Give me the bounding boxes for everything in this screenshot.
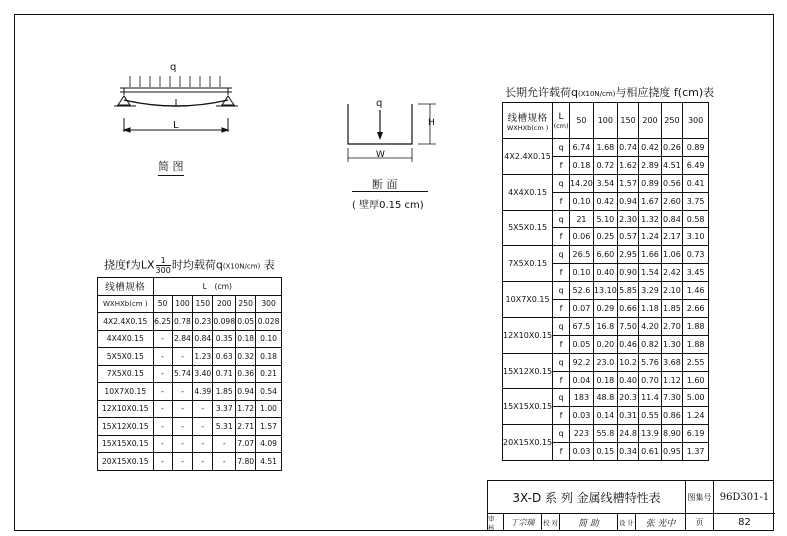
right-row-value: 21 [569, 210, 593, 228]
right-row-value: 11.4 [639, 389, 661, 407]
right-row-value: 55.8 [593, 425, 617, 443]
right-l-header-cell [553, 103, 570, 139]
left-row-spec: 4X4X0.15 [98, 330, 154, 348]
right-row-value: 0.82 [639, 335, 661, 353]
right-row-value: 0.74 [617, 139, 639, 157]
right-row-spec: 15X15X0.15 [503, 389, 553, 425]
right-spec-header-cell [503, 103, 553, 139]
right-row-value: 0.56 [661, 174, 683, 192]
simple-length-label: L [173, 120, 179, 131]
right-row-kind: q [553, 317, 570, 335]
right-row-value: 1.57 [617, 174, 639, 192]
left-row-spec: 15X15X0.15 [98, 435, 154, 453]
right-row-value: 2.66 [683, 300, 709, 318]
right-table-title [505, 84, 714, 100]
left-row-value: 1.72 [236, 400, 256, 418]
right-row-value: 0.03 [569, 407, 593, 425]
left-row-value: 0.21 [256, 365, 282, 383]
left-row-value: - [153, 453, 172, 471]
right-row-value: 1.54 [639, 264, 661, 282]
right-row-value: 1.18 [639, 300, 661, 318]
right-row-spec: 12X10X0.15 [503, 317, 553, 353]
right-row-value: 0.70 [639, 371, 661, 389]
right-row-spec: 4X4X0.15 [503, 174, 553, 210]
right-row-value: 5.76 [639, 353, 661, 371]
right-row-kind: f [553, 228, 570, 246]
left-row-value: - [153, 330, 172, 348]
left-table-row [98, 418, 282, 436]
right-row-value: 1.88 [683, 335, 709, 353]
left-row-value: 1.00 [256, 400, 282, 418]
left-row-value: - [172, 418, 193, 436]
left-length-row [98, 295, 282, 313]
left-len-150: 150 [193, 295, 213, 313]
right-row-kind: q [553, 139, 570, 157]
left-row-value: - [172, 435, 193, 453]
right-row-value: 7.50 [617, 317, 639, 335]
right-row-value: 1.67 [639, 192, 661, 210]
left-row-value: - [193, 435, 213, 453]
right-row-value: 0.40 [593, 264, 617, 282]
left-row-value: - [153, 348, 172, 366]
section-diagram [340, 96, 450, 166]
left-row-spec: 4X2.4X0.15 [98, 313, 154, 331]
right-row-value: 3.10 [683, 228, 709, 246]
right-row-spec: 5X5X0.15 [503, 210, 553, 246]
right-row-value: 0.61 [639, 443, 661, 461]
left-table-body [98, 313, 282, 471]
right-row-value: 2.17 [661, 228, 683, 246]
left-row-value: 5.74 [172, 365, 193, 383]
left-row-value: 0.84 [193, 330, 213, 348]
left-table-row [98, 453, 282, 471]
left-row-value: - [172, 348, 193, 366]
left-row-value: - [153, 365, 172, 383]
atlas-label: 图集号 [686, 481, 714, 514]
left-len-50: 50 [153, 295, 172, 313]
right-row-value: 3.45 [683, 264, 709, 282]
right-row-kind: q [553, 174, 570, 192]
right-row-value: 3.29 [639, 282, 661, 300]
right-row-value: 6.60 [593, 246, 617, 264]
check-label: 校 对 [542, 514, 560, 531]
section-caption: 断 面 [372, 178, 398, 191]
review-signature: 丁宗瑞 [504, 514, 542, 531]
review-label: 审 核 [488, 514, 504, 531]
right-row-kind: q [553, 246, 570, 264]
right-spec-header: 线槽规格 [507, 112, 548, 124]
right-row-value: 1.12 [661, 371, 683, 389]
right-len-150: 150 [617, 103, 639, 139]
right-row-kind: f [553, 443, 570, 461]
design-label: 设 计 [618, 514, 636, 531]
left-row-value: 0.10 [256, 330, 282, 348]
right-row-spec: 7X5X0.15 [503, 246, 553, 282]
right-row-kind: f [553, 156, 570, 174]
left-table [97, 277, 282, 471]
section-load-label: q [376, 98, 383, 109]
right-row-value: 0.34 [617, 443, 639, 461]
left-row-value: 1.23 [193, 348, 213, 366]
right-row-value: 0.03 [569, 443, 593, 461]
right-table-row-q [503, 246, 709, 264]
right-row-kind: f [553, 407, 570, 425]
right-table-row-q [503, 139, 709, 157]
left-len-200: 200 [213, 295, 236, 313]
left-row-value: - [193, 418, 213, 436]
right-row-value: 0.18 [569, 156, 593, 174]
right-row-value: 0.20 [593, 335, 617, 353]
right-row-value: 2.89 [639, 156, 661, 174]
right-row-kind: q [553, 389, 570, 407]
right-row-value: 24.8 [617, 425, 639, 443]
right-row-spec: 4X2.4X0.15 [503, 139, 553, 175]
right-table-row-q [503, 210, 709, 228]
left-row-value: 7.80 [236, 453, 256, 471]
left-row-spec: 12X10X0.15 [98, 400, 154, 418]
simple-caption: 简 图 [158, 158, 184, 176]
left-row-value: 7.07 [236, 435, 256, 453]
design-signature: 张 光中 [636, 514, 686, 531]
right-table [502, 102, 709, 461]
left-row-value: 0.36 [236, 365, 256, 383]
right-row-value: 0.89 [683, 139, 709, 157]
left-row-spec: 10X7X0.15 [98, 383, 154, 401]
page-label: 页 [686, 514, 714, 531]
right-row-value: 0.89 [639, 174, 661, 192]
left-row-value: - [213, 435, 236, 453]
right-row-spec: 15X12X0.15 [503, 353, 553, 389]
left-table-row [98, 348, 282, 366]
section-note: ( 壁厚0.15 cm) [352, 200, 424, 211]
right-row-value: 0.46 [617, 335, 639, 353]
left-title-fraction-den: 300 [155, 266, 171, 275]
left-row-spec: 7X5X0.15 [98, 365, 154, 383]
left-row-value: 2.84 [172, 330, 193, 348]
right-row-value: 0.58 [683, 210, 709, 228]
right-table-row-q [503, 174, 709, 192]
left-row-value: 1.85 [213, 383, 236, 401]
right-l-header: L [558, 111, 564, 122]
right-row-value: 3.75 [683, 192, 709, 210]
right-row-value: 8.90 [661, 425, 683, 443]
right-len-100: 100 [593, 103, 617, 139]
right-row-value: 183 [569, 389, 593, 407]
title-block-title: 3X-D 系 列 金属线槽特性表 [488, 481, 686, 514]
left-row-value: 0.32 [236, 348, 256, 366]
right-row-kind: q [553, 210, 570, 228]
right-row-value: 0.86 [661, 407, 683, 425]
left-row-value: - [153, 435, 172, 453]
right-row-value: 2.95 [617, 246, 639, 264]
right-row-value: 0.06 [569, 228, 593, 246]
right-row-value: 7.30 [661, 389, 683, 407]
right-row-value: 52.6 [569, 282, 593, 300]
right-row-value: 48.8 [593, 389, 617, 407]
right-row-spec: 20X15X0.15 [503, 425, 553, 461]
right-row-kind: f [553, 192, 570, 210]
right-row-value: 0.26 [661, 139, 683, 157]
left-title-unit: (X10N/cm) [222, 262, 261, 271]
right-row-value: 0.55 [639, 407, 661, 425]
right-row-value: 13.10 [593, 282, 617, 300]
right-row-value: 5.10 [593, 210, 617, 228]
left-len-100: 100 [172, 295, 193, 313]
left-row-value: - [153, 400, 172, 418]
right-row-value: 4.51 [661, 156, 683, 174]
right-row-value: 2.70 [661, 317, 683, 335]
left-title-prefix: 挠度f为LX [104, 258, 155, 272]
left-row-value: - [153, 418, 172, 436]
right-row-kind: f [553, 371, 570, 389]
right-title-unit: (X10N/cm) [577, 90, 616, 98]
right-row-spec: 10X7X0.15 [503, 282, 553, 318]
right-row-value: 0.15 [593, 443, 617, 461]
left-row-value: - [172, 400, 193, 418]
right-row-value: 0.41 [683, 174, 709, 192]
right-row-value: 0.14 [593, 407, 617, 425]
right-row-value: 1.06 [661, 246, 683, 264]
right-row-value: 4.20 [639, 317, 661, 335]
left-table-row [98, 400, 282, 418]
right-title-suffix: 与相应挠度 f(cm)表 [615, 86, 715, 99]
left-row-value: 3.40 [193, 365, 213, 383]
right-len-300: 300 [683, 103, 709, 139]
right-row-value: 0.18 [593, 371, 617, 389]
check-signature: 简 助 [560, 514, 618, 531]
right-row-value: 0.90 [617, 264, 639, 282]
right-row-value: 0.05 [569, 335, 593, 353]
right-row-value: 1.24 [683, 407, 709, 425]
left-row-spec: 20X15X0.15 [98, 453, 154, 471]
right-row-value: 2.30 [617, 210, 639, 228]
right-row-value: 16.8 [593, 317, 617, 335]
right-row-value: 6.49 [683, 156, 709, 174]
left-row-value: - [172, 453, 193, 471]
right-len-200: 200 [639, 103, 661, 139]
right-row-value: 6.19 [683, 425, 709, 443]
left-spec-header: 线槽规格 [98, 278, 154, 296]
right-row-value: 0.66 [617, 300, 639, 318]
left-row-value: - [213, 453, 236, 471]
left-row-value: - [193, 453, 213, 471]
right-row-value: 14.20 [569, 174, 593, 192]
right-row-value: 0.04 [569, 371, 593, 389]
right-row-value: 1.37 [683, 443, 709, 461]
right-row-value: 0.25 [593, 228, 617, 246]
right-row-value: 0.42 [639, 139, 661, 157]
left-row-value: 0.63 [213, 348, 236, 366]
section-height-label: H [428, 118, 435, 128]
right-row-value: 0.10 [569, 264, 593, 282]
right-row-kind: f [553, 300, 570, 318]
right-row-value: 3.68 [661, 353, 683, 371]
left-row-value: 4.39 [193, 383, 213, 401]
right-row-value: 1.66 [639, 246, 661, 264]
right-row-value: 1.62 [617, 156, 639, 174]
right-row-value: 2.60 [661, 192, 683, 210]
right-row-value: 0.40 [617, 371, 639, 389]
left-row-value: 2.71 [236, 418, 256, 436]
left-row-value: 0.71 [213, 365, 236, 383]
right-table-row-q [503, 425, 709, 443]
left-row-value: 0.35 [213, 330, 236, 348]
right-row-value: 1.60 [683, 371, 709, 389]
right-row-kind: q [553, 282, 570, 300]
simple-load-label: q [170, 62, 177, 73]
right-row-value: 2.42 [661, 264, 683, 282]
right-table-row-q [503, 282, 709, 300]
left-row-value: 0.54 [256, 383, 282, 401]
left-row-value: 0.94 [236, 383, 256, 401]
right-row-value: 67.5 [569, 317, 593, 335]
right-row-value: 0.95 [661, 443, 683, 461]
left-row-value: - [153, 383, 172, 401]
left-row-value: 4.51 [256, 453, 282, 471]
right-row-value: 0.94 [617, 192, 639, 210]
left-table-row [98, 365, 282, 383]
left-length-header: L (cm) [153, 278, 281, 296]
right-row-kind: q [553, 353, 570, 371]
left-row-value: 1.57 [256, 418, 282, 436]
right-table-row-q [503, 317, 709, 335]
right-l-unit: (cm) [553, 121, 569, 130]
right-row-value: 20.3 [617, 389, 639, 407]
right-row-kind: q [553, 425, 570, 443]
right-table-row-q [503, 389, 709, 407]
left-row-value: 0.028 [256, 313, 282, 331]
right-row-value: 1.85 [661, 300, 683, 318]
simple-beam-diagram [110, 60, 250, 140]
left-row-value: 5.31 [213, 418, 236, 436]
right-row-kind: f [553, 335, 570, 353]
left-row-value: - [193, 400, 213, 418]
right-row-value: 5.85 [617, 282, 639, 300]
right-row-value: 2.55 [683, 353, 709, 371]
right-spec-sub: WXHXb(cm ) [506, 123, 549, 132]
left-title-fraction-num: 1 [156, 256, 171, 266]
page-number: 82 [738, 517, 751, 528]
right-row-value: 1.32 [639, 210, 661, 228]
left-row-value: 0.098 [213, 313, 236, 331]
title-block [487, 480, 774, 531]
right-row-value: 223 [569, 425, 593, 443]
left-title-suffix: 时均载荷q [171, 258, 223, 272]
left-title-end: 表 [263, 258, 275, 272]
left-row-value: 0.18 [256, 348, 282, 366]
left-row-value: 6.25 [153, 313, 172, 331]
left-table-row [98, 383, 282, 401]
right-row-value: 0.07 [569, 300, 593, 318]
atlas-number: 96D301-1 [714, 481, 775, 514]
left-row-value: 0.23 [193, 313, 213, 331]
right-row-value: 0.31 [617, 407, 639, 425]
right-table-row-q [503, 353, 709, 371]
left-row-value: 0.18 [236, 330, 256, 348]
right-row-value: 1.24 [639, 228, 661, 246]
left-row-spec: 15X12X0.15 [98, 418, 154, 436]
right-row-value: 0.10 [569, 192, 593, 210]
right-row-value: 2.10 [661, 282, 683, 300]
right-row-value: 10.2 [617, 353, 639, 371]
section-width-label: W [376, 150, 385, 160]
right-row-value: 0.84 [661, 210, 683, 228]
section-caption-rule [352, 191, 428, 192]
right-row-value: 1.30 [661, 335, 683, 353]
left-spec-sub: WXHXb(cm ) [98, 295, 154, 313]
left-table-row [98, 313, 282, 331]
right-row-value: 23.0 [593, 353, 617, 371]
right-row-value: 1.88 [683, 317, 709, 335]
right-title-prefix: 长期允许载荷q [505, 86, 578, 99]
right-row-value: 0.72 [593, 156, 617, 174]
right-len-250: 250 [661, 103, 683, 139]
right-row-value: 0.29 [593, 300, 617, 318]
right-len-50: 50 [569, 103, 593, 139]
right-row-value: 0.73 [683, 246, 709, 264]
right-row-value: 0.57 [617, 228, 639, 246]
right-row-kind: f [553, 264, 570, 282]
right-row-value: 5.00 [683, 389, 709, 407]
left-table-row [98, 330, 282, 348]
right-row-value: 26.5 [569, 246, 593, 264]
left-row-spec: 5X5X0.15 [98, 348, 154, 366]
right-row-value: 1.68 [593, 139, 617, 157]
left-row-value: 4.09 [256, 435, 282, 453]
left-table-row [98, 435, 282, 453]
right-row-value: 3.54 [593, 174, 617, 192]
right-row-value: 0.42 [593, 192, 617, 210]
left-len-300: 300 [256, 295, 282, 313]
left-row-value: 0.78 [172, 313, 193, 331]
left-len-250: 250 [236, 295, 256, 313]
right-row-value: 92.2 [569, 353, 593, 371]
right-row-value: 1.46 [683, 282, 709, 300]
left-table-title [104, 256, 275, 275]
left-row-value: - [172, 383, 193, 401]
right-row-value: 6.74 [569, 139, 593, 157]
right-table-body [503, 139, 709, 461]
left-title-fraction [156, 256, 171, 275]
right-row-value: 13.9 [639, 425, 661, 443]
left-row-value: 3.37 [213, 400, 236, 418]
left-row-value: 0.05 [236, 313, 256, 331]
